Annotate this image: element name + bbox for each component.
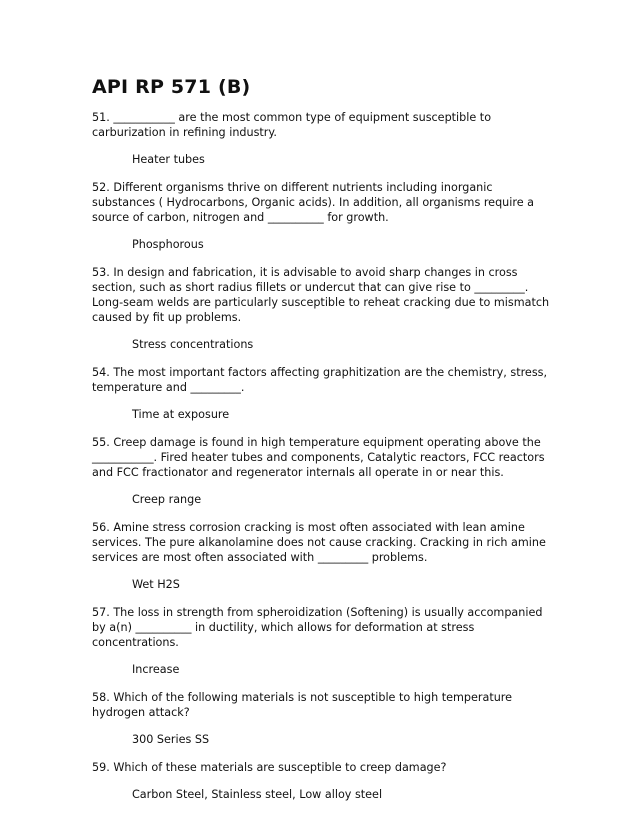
qa-item-56 [92, 520, 552, 592]
document-title: API RP 571 (B) [92, 76, 251, 98]
question-text: 57. The loss in strength from spheroidization (Softening) is usually accompanied by a(n) __________ in ductility, which allows for deformation at stress concentrations. [92, 606, 543, 649]
answer-text: 300 Series SS [132, 733, 210, 746]
question-text: 51. ___________ are the most common type of equipment susceptible to carburization in refining industry. [92, 111, 492, 139]
qa-item-53 [92, 265, 552, 352]
answer-text: Time at exposure [132, 408, 230, 421]
qa-item-59 [92, 760, 552, 802]
qa-item-57 [92, 605, 552, 677]
qa-item-55 [92, 435, 552, 507]
answer-text: Creep range [132, 493, 202, 506]
answer-text: Carbon Steel, Stainless steel, Low alloy steel [132, 788, 383, 801]
qa-item-54 [92, 365, 552, 422]
answer-text: Phosphorous [132, 238, 204, 251]
answer-text: Increase [132, 663, 180, 676]
document-page [92, 76, 552, 815]
question-text: 52. Different organisms thrive on different nutrients including inorganic substances ( Hydrocarbons, Organic acids). In addition, all organisms require a source of carbon, nitrogen and __________ for growth. [92, 181, 535, 224]
question-text: 55. Creep damage is found in high temperature equipment operating above the ___________. Fired heater tubes and components, Catalytic reactors, FCC reactors and FCC fractionator and regenerator internals all operate in or near this. [92, 436, 545, 479]
question-text: 58. Which of the following materials is not susceptible to high temperature hydrogen attack? [92, 691, 513, 719]
question-text: 56. Amine stress corrosion cracking is most often associated with lean amine services. The pure alkanolamine does not cause cracking. Cracking in rich amine services are most often associated with _________ problems. [92, 521, 546, 564]
question-text: 59. Which of these materials are susceptible to creep damage? [92, 761, 447, 774]
qa-item-52 [92, 180, 552, 252]
question-text: 54. The most important factors affecting graphitization are the chemistry, stress, temperature and _________. [92, 366, 548, 394]
answer-text: Stress concentrations [132, 338, 254, 351]
answer-text: Wet H2S [132, 578, 180, 591]
question-text: 53. In design and fabrication, it is advisable to avoid sharp changes in cross section, such as short radius fillets or undercut that can give rise to _________. Long-seam welds are particularly susceptible to reheat cracking due to mismatch caused by fit up problems. [92, 266, 550, 324]
qa-item-58 [92, 690, 552, 747]
qa-item-51 [92, 110, 552, 167]
answer-text: Heater tubes [132, 153, 205, 166]
